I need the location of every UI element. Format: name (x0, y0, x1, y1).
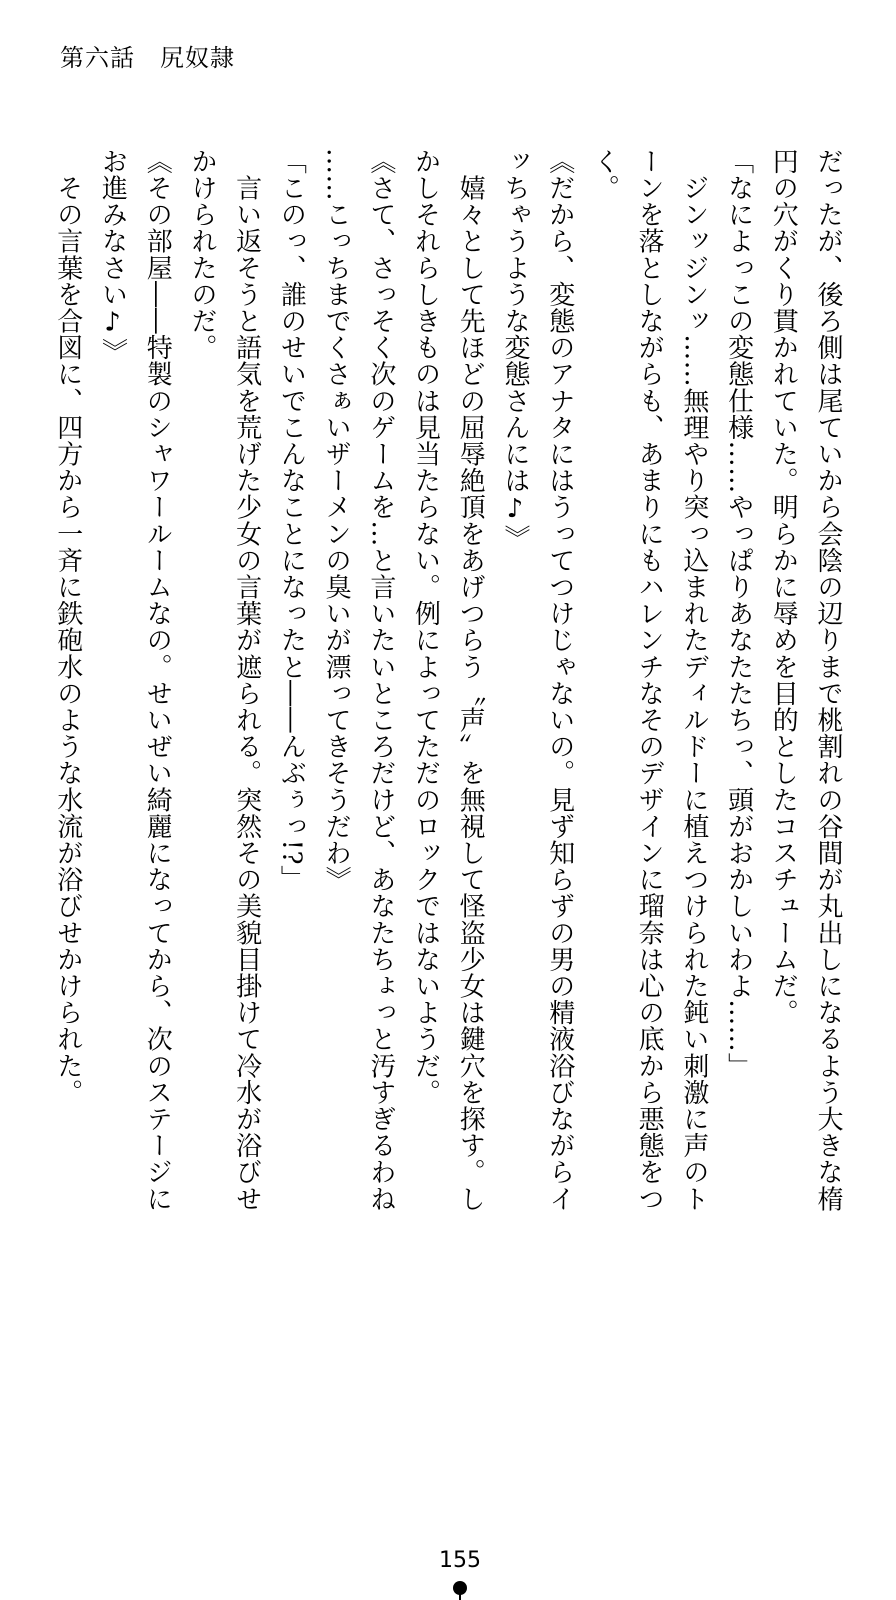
text-line: だったが、後ろ側は尾ていから会陰の辺りまで桃割れの谷間が丸出しになるよう大きな楕 (813, 148, 843, 1212)
page-number: 155 (439, 1548, 481, 1573)
text-line: ーンを落としながらも、あまりにもハレンチなそのデザインに瑠奈は心の底から悪態をつ (634, 148, 665, 1212)
text-line: 円の穴がくり貫かれていた。明らかに辱めを目的としたコスチュームだ。 (768, 148, 799, 1026)
text-line: く。 (589, 148, 620, 202)
text-line: 《その部屋――特製のシャワールームなの。せいぜい綺麗になってから、次のステージに (142, 148, 173, 1212)
text-line: 「このっ、誰のせいでこんなことになったと――んぶぅっ!?」 (276, 148, 307, 892)
text-line: その言葉を合図に、四方から一斉に鉄砲水のような水流が浴びせかけられた。 (52, 148, 83, 1106)
text-line: 「なによっこの変態仕様……やっぱりあなたたちっ、頭がおかしいわよ……」 (723, 148, 754, 1079)
running-head: 第六話 尻奴隷 (60, 44, 235, 72)
text-line: ……こっちまでくさぁいザーメンの臭いが漂ってきそうだわ》 (321, 148, 352, 893)
text-line: 《だから、変態のアナタにはうってつけじゃないの。見ず知らずの男の精液浴びながらイ (544, 148, 575, 1212)
text-line: ッちゃうような変態さんには♪》 (499, 148, 530, 551)
text-line: 《さて、さっそく次のゲームを…と言いたいところだけど、あなたちょっと汚すぎるわね (365, 148, 396, 1212)
text-line: かしそれらしきものは見当たらない。例によってただのロックではないようだ。 (410, 148, 441, 1106)
text-line: 嬉々として先ほどの屈辱絶頂をあげつらう〝声〟を無視して怪盗少女は鍵穴を探す。し (455, 148, 486, 1212)
text-line: ジンッジンッ……無理やり突っ込まれたディルドーに植えつけられた鈍い刺激に声のト (678, 148, 709, 1212)
text-line: 言い返そうと語気を荒げた少女の言葉が遮られる。突然その美貌目掛けて冷水が浴びせ (231, 148, 262, 1212)
page-marker-stem (459, 1592, 461, 1600)
text-line: かけられたのだ。 (186, 148, 217, 361)
body-text (45, 148, 850, 1328)
text-line: お進みなさい♪》 (97, 148, 128, 365)
